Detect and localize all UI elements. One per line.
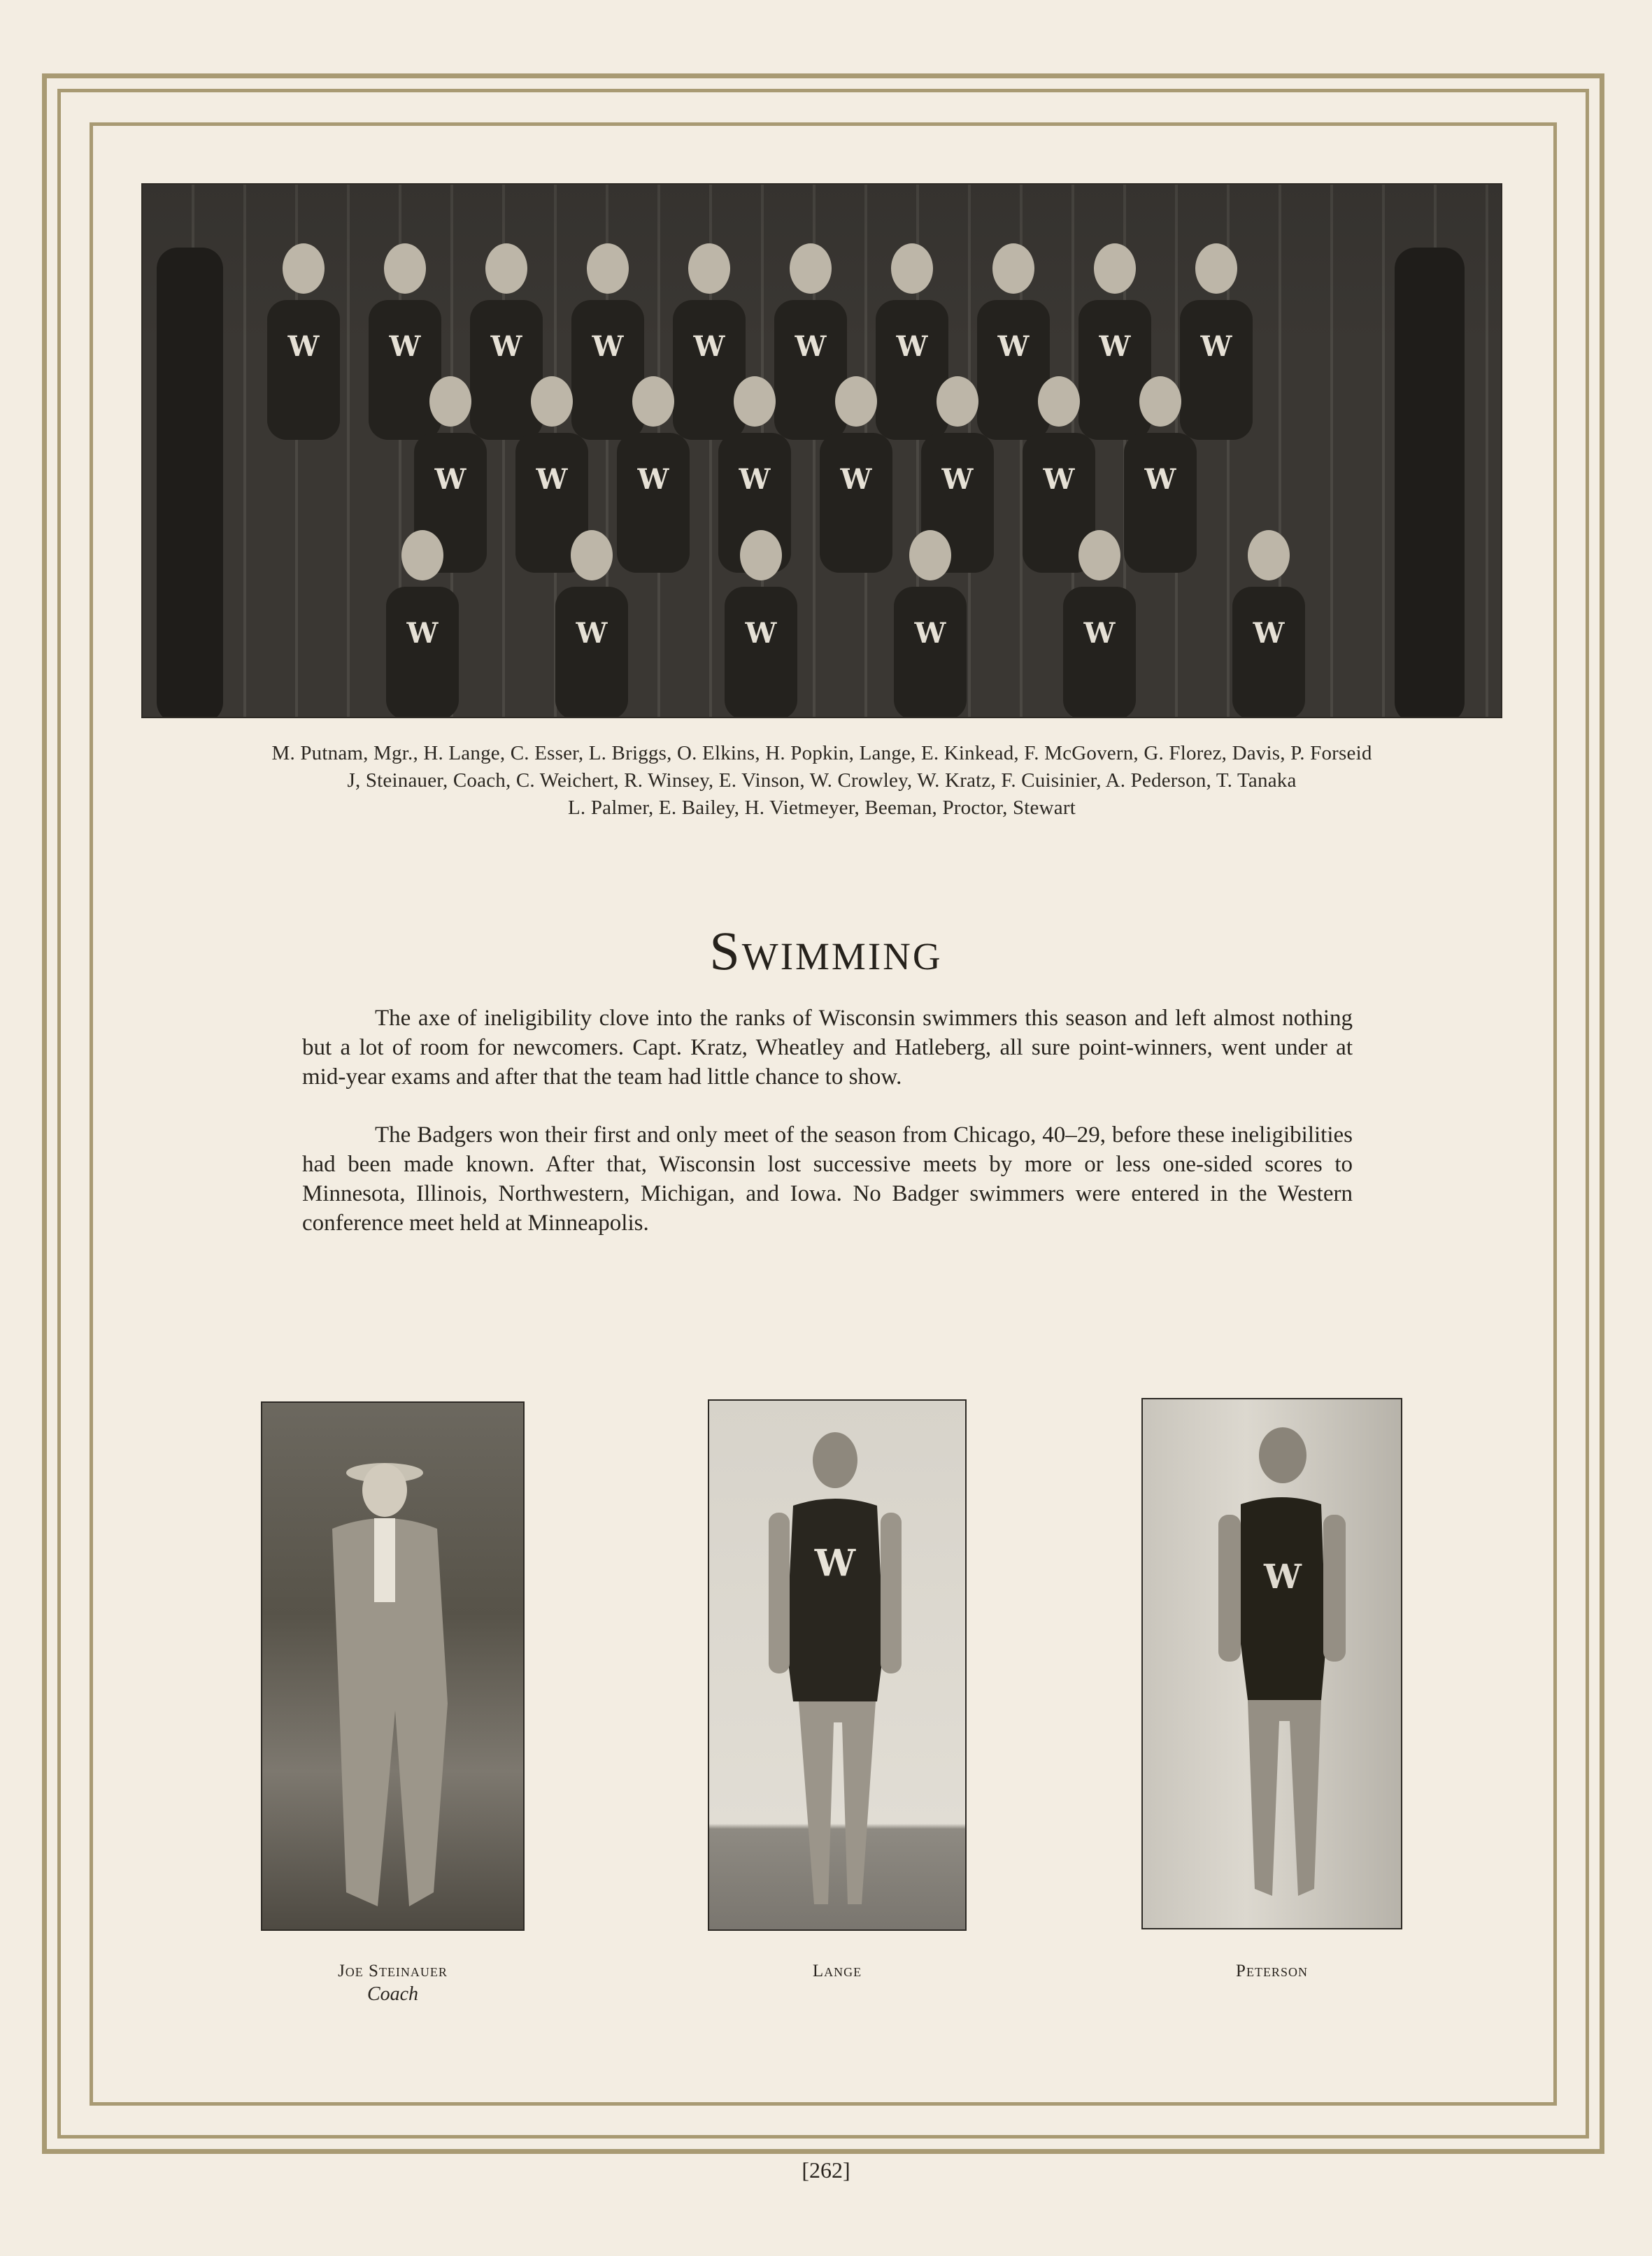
team-swimmer-letter: W: [1144, 463, 1176, 496]
svg-text:W: W: [1264, 1557, 1302, 1597]
portrait-figure-peterson: [1143, 1399, 1402, 1929]
team-swimmer-body: [673, 300, 746, 440]
team-swimmer-head: [1078, 530, 1120, 580]
portrait-name-peterson: Peterson: [1236, 1962, 1308, 1980]
team-swimmer-body: [876, 300, 948, 440]
team-swimmer-body: [369, 300, 441, 440]
team-caption-line-1: M. Putnam, Mgr., H. Lange, C. Esser, L. Briggs, O. Elkins, H. Popkin, Lange, E. Kinkead, F. McGovern, G. Florez, Davis, P. Forseid: [271, 742, 1372, 764]
portrait-role-steinauer: Coach: [366, 1983, 419, 2005]
team-swimmer-head: [1248, 530, 1290, 580]
team-swimmer-head: [587, 243, 629, 294]
page-title: Swimming: [709, 920, 943, 981]
team-swimmer-head: [571, 530, 613, 580]
svg-text:W: W: [814, 1542, 856, 1585]
team-swimmer-body: [555, 587, 628, 718]
team-swimmer-letter: W: [406, 617, 439, 650]
team-swimmer-head: [909, 530, 951, 580]
team-swimmer-letter: W: [896, 330, 928, 363]
team-swimmer-head: [1094, 243, 1136, 294]
team-swimmer-letter: W: [914, 617, 946, 650]
team-swimmer-body: [1063, 587, 1136, 718]
team-swimmer-head: [384, 243, 426, 294]
team-swimmer-head: [632, 376, 674, 427]
team-swimmer-head: [790, 243, 832, 294]
team-swimmer-head: [992, 243, 1034, 294]
team-swimmer-head: [937, 376, 978, 427]
team-swimmer-head: [283, 243, 325, 294]
team-swimmer-letter: W: [1253, 617, 1285, 650]
team-swimmer-body: [470, 300, 543, 440]
team-swimmer-head: [835, 376, 877, 427]
team-swimmer-head: [401, 530, 443, 580]
team-swimmer-letter: W: [745, 617, 777, 650]
article-paragraph-1: The axe of ineligibility clove into the ranks of Wisconsin swimmers this season and left almost nothing but a lot of room for newcomers. Capt. Kratz, Wheatley and Hatleberg, all sure point-winners, went under at mid-year exams and after that the team had little chance to show.: [302, 1006, 1353, 1090]
team-swimmer-letter: W: [739, 463, 771, 496]
portrait-photo-steinauer: [261, 1401, 525, 1931]
team-swimmer-head: [531, 376, 573, 427]
team-swimmer-body: [1078, 300, 1151, 440]
team-swimmer-body: [894, 587, 967, 718]
team-swimmer-letter: W: [1099, 330, 1131, 363]
team-swimmer-letter: W: [592, 330, 624, 363]
portrait-figure-steinauer: [262, 1403, 525, 1931]
page-number: [262]: [802, 2157, 850, 2183]
team-photo-figures: [143, 185, 1502, 718]
team-swimmer-letter: W: [389, 330, 421, 363]
team-swimmer-letter: W: [1043, 463, 1075, 496]
portrait-figure-lange: [709, 1401, 967, 1931]
team-swimmer-head: [1038, 376, 1080, 427]
portrait-photo-peterson: [1141, 1398, 1402, 1929]
team-caption-line-2: J, Steinauer, Coach, C. Weichert, R. Winsey, E. Vinson, W. Crowley, W. Kratz, F. Cuisinier, A. Pederson, T. Tanaka: [347, 769, 1297, 792]
team-swimmer-letter: W: [287, 330, 320, 363]
team-swimmer-head: [1195, 243, 1237, 294]
team-swimmer-body: [267, 300, 340, 440]
team-swimmer-body: [571, 300, 644, 440]
team-swimmer-body: [977, 300, 1050, 440]
team-swimmer-head: [1139, 376, 1181, 427]
portrait-name-steinauer: Joe Steinauer: [338, 1962, 448, 1980]
team-swimmer-letter: W: [637, 463, 669, 496]
team-swimmer-head: [688, 243, 730, 294]
team-swimmer-letter: W: [693, 330, 725, 363]
team-swimmer-head: [485, 243, 527, 294]
team-swimmer-letter: W: [536, 463, 568, 496]
team-swimmer-letter: W: [997, 330, 1030, 363]
team-swimmer-letter: W: [576, 617, 608, 650]
portrait-name-lange: Lange: [812, 1962, 862, 1980]
team-swimmer-letter: W: [795, 330, 827, 363]
team-swimmer-head: [740, 530, 782, 580]
team-swimmer-body: [820, 433, 892, 573]
team-swimmer-body: [617, 433, 690, 573]
team-swimmer-head: [891, 243, 933, 294]
team-photo: [141, 183, 1502, 718]
team-swimmer-letter: W: [941, 463, 974, 496]
team-swimmer-letter: W: [434, 463, 467, 496]
article-paragraph-2: The Badgers won their first and only meet of the season from Chicago, 40–29, before these ineligibilities had been made known. After that, Wisconsin lost successive meets by more or less one-sided scores to Minnesota, Illinois, Northwestern, Michigan, and Iowa. No Badger swimmers were entered in the Western conference meet held at Minneapolis.: [302, 1122, 1353, 1236]
team-swimmer-body: [1232, 587, 1305, 718]
portrait-photo-lange: [708, 1399, 967, 1931]
team-swimmer-letter: W: [490, 330, 522, 363]
team-swimmer-body: [725, 587, 797, 718]
team-swimmer-letter: W: [1200, 330, 1232, 363]
team-swimmer-body: [386, 587, 459, 718]
team-swimmer-body: [1124, 433, 1197, 573]
team-swimmer-letter: W: [840, 463, 872, 496]
team-swimmer-body: [1180, 300, 1253, 440]
team-swimmer-letter: W: [1083, 617, 1116, 650]
team-caption-line-3: L. Palmer, E. Bailey, H. Vietmeyer, Beeman, Proctor, Stewart: [568, 797, 1076, 819]
team-swimmer-head: [429, 376, 471, 427]
team-swimmer-body: [774, 300, 847, 440]
team-swimmer-head: [734, 376, 776, 427]
